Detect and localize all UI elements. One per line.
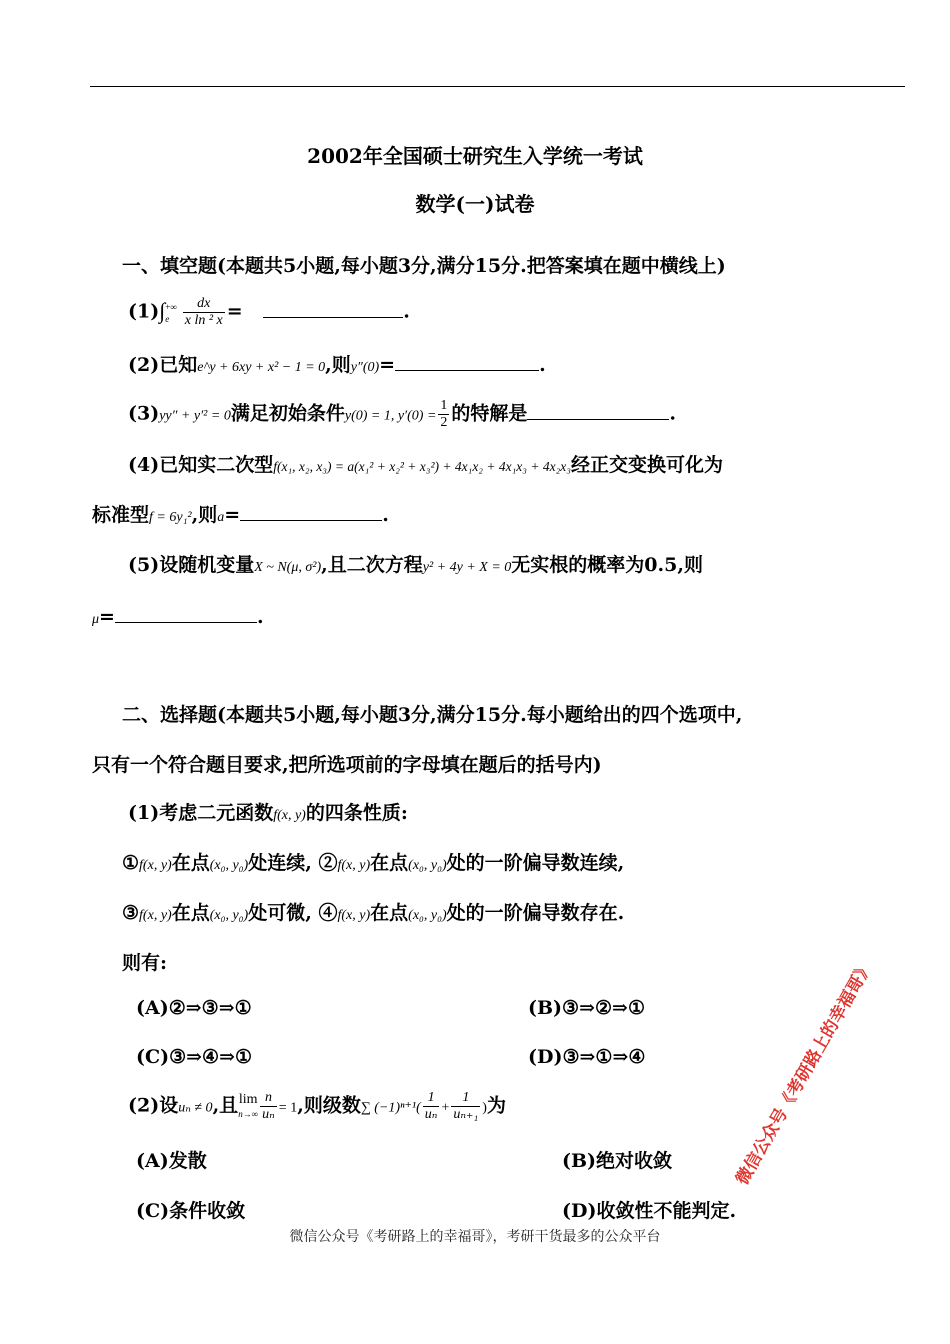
property-1-mark: ① bbox=[122, 852, 140, 874]
property-3-mark: ③ bbox=[122, 902, 140, 924]
question-2-2 bbox=[128, 1090, 506, 1123]
property-1-at: 在点 bbox=[171, 852, 210, 874]
s2q2-mid2: ,则级数 bbox=[297, 1094, 361, 1117]
limit-sub: n→∞ bbox=[238, 1108, 259, 1119]
q3-frac-den: 2 bbox=[440, 415, 448, 430]
property-3-point: (x₀, y₀) bbox=[209, 908, 249, 923]
q2-expr2: y″(0) bbox=[350, 360, 380, 375]
property-1-fxy: f(x, y) bbox=[139, 858, 172, 873]
question-1-5 bbox=[128, 550, 703, 577]
q5-expr2: y² + 4y + X = 0 bbox=[422, 560, 512, 575]
series-frac-1-num: 1 bbox=[423, 1090, 440, 1107]
q4-eq: = bbox=[224, 504, 241, 526]
property-1-tail: 处连续, bbox=[248, 852, 312, 874]
q3-fraction bbox=[438, 398, 449, 431]
q5-expr: X ~ N(μ, σ²) bbox=[254, 560, 322, 575]
series-sum: ∑ (−1)ⁿ⁺¹( bbox=[360, 1100, 421, 1116]
q2-1-option-c[interactable]: (C)③⇒④⇒① bbox=[136, 1046, 253, 1068]
q5-mid: ,且二次方程 bbox=[321, 554, 423, 576]
s2q2-mid: ,且 bbox=[212, 1094, 239, 1117]
s2q2-fraction bbox=[260, 1090, 277, 1123]
property-row-2 bbox=[122, 898, 624, 925]
q5-eq: = bbox=[99, 606, 115, 628]
q2-text: (2)已知 bbox=[128, 354, 198, 376]
q4-text: (4)已知实二次型 bbox=[128, 454, 274, 476]
s2q1-intro-post: 的四条性质: bbox=[305, 802, 408, 824]
limit-text: lim bbox=[238, 1091, 258, 1107]
q2-2-option-a[interactable]: (A)发散 bbox=[136, 1150, 207, 1172]
q1-numerator: dx bbox=[183, 296, 225, 313]
series-frac-2 bbox=[451, 1090, 480, 1123]
property-2-at: 在点 bbox=[370, 852, 409, 874]
property-row-1 bbox=[122, 848, 624, 875]
q1-end: . bbox=[403, 300, 410, 323]
series-frac-2-num: 1 bbox=[451, 1090, 480, 1107]
integral-sign: ∫ bbox=[159, 297, 166, 323]
property-4-point: (x₀, y₀) bbox=[408, 908, 447, 923]
q4-line2-text: 标准型 bbox=[92, 504, 150, 526]
q3-expr2: y(0) = 1, y′(0) = bbox=[344, 408, 437, 424]
top-rule bbox=[90, 86, 905, 87]
question-1-1 bbox=[128, 296, 410, 329]
q5-tail: 无实根的概率为0.5,则 bbox=[511, 554, 703, 576]
property-3-at: 在点 bbox=[171, 902, 210, 924]
s2q2-frac-den: uₙ bbox=[262, 1107, 275, 1122]
q2-eq: = bbox=[379, 354, 396, 376]
series-frac-1-den: uₙ bbox=[424, 1107, 438, 1122]
q2-2-option-d[interactable]: (D)收敛性不能判定. bbox=[562, 1200, 737, 1222]
question-2-1 bbox=[128, 798, 408, 825]
property-3-tail: 处可微, bbox=[248, 902, 312, 924]
answer-blank-5[interactable] bbox=[115, 604, 257, 623]
section2-heading-line2: 只有一个符合题目要求,把所选项前的字母填在题后的括号内) bbox=[92, 754, 602, 776]
q4-expr: f(x₁, x₂, x₃) = a(x₁² + x₂² + x₃²) + 4x₁x₂ + 4x₁x₃ + 4x₂x₃ bbox=[273, 459, 571, 474]
property-4-mark: ④ bbox=[318, 902, 338, 924]
q4-expr2: f = 6y₁² bbox=[149, 510, 192, 525]
q5-text: (5)设随机变量 bbox=[128, 554, 255, 576]
property-2-tail: 处的一阶偏导数连续, bbox=[446, 852, 625, 874]
q2-1-option-b[interactable]: (B)③⇒②⇒① bbox=[528, 997, 645, 1019]
q2-expr: e^y + 6xy + x² − 1 = 0 bbox=[197, 360, 326, 375]
q1-eq: = bbox=[226, 300, 243, 323]
q3-end: . bbox=[669, 402, 677, 425]
property-2-mark: ② bbox=[318, 852, 338, 874]
question-1-4-line2 bbox=[92, 500, 389, 527]
s2q2-eq1: = 1 bbox=[278, 1100, 298, 1116]
q3-expr: yy″ + y′² = 0 bbox=[159, 408, 231, 424]
q1-fraction bbox=[183, 296, 225, 329]
integral-upper: +∞ bbox=[165, 301, 177, 312]
series-plus: + bbox=[441, 1100, 450, 1116]
footer-text: 微信公众号《考研路上的幸福哥》，考研干货最多的公众平台 bbox=[289, 1229, 661, 1245]
s2q2-frac-num: n bbox=[260, 1090, 277, 1107]
series-frac-1 bbox=[423, 1090, 440, 1123]
series-frac-2-den: uₙ₊₁ bbox=[453, 1107, 479, 1122]
s2q2-tail: 为 bbox=[486, 1094, 506, 1117]
q3-mid: 满足初始条件 bbox=[230, 402, 345, 425]
q4-expr3: a bbox=[217, 510, 225, 525]
q2-2-option-b[interactable]: (B)绝对收敛 bbox=[562, 1150, 673, 1172]
q2-2-option-c[interactable]: (C)条件收敛 bbox=[136, 1200, 246, 1222]
s2q2-expr: uₙ ≠ 0 bbox=[178, 1100, 213, 1116]
s2q1-intro-pre: (1)考虑二元函数 bbox=[128, 802, 274, 824]
q4-end: . bbox=[382, 504, 389, 526]
q5-expr3: μ bbox=[92, 612, 100, 627]
q2-1-option-d[interactable]: (D)③⇒①⇒④ bbox=[528, 1046, 646, 1068]
watermark-stamp: 微信公众号《考研路上的幸福哥》 bbox=[732, 957, 878, 1189]
q1-num: (1) bbox=[128, 300, 160, 323]
q2-end: . bbox=[539, 354, 546, 376]
s2q2-text: (2)设 bbox=[128, 1094, 179, 1117]
property-1-point: (x₀, y₀) bbox=[209, 858, 249, 873]
property-3-fxy: f(x, y) bbox=[139, 908, 172, 923]
integral-lower: e bbox=[165, 313, 170, 324]
property-2-fxy: f(x, y) bbox=[337, 858, 371, 873]
property-4-fxy: f(x, y) bbox=[337, 908, 371, 923]
q4-tail: 经正交变换可化为 bbox=[570, 454, 723, 476]
q2-mid: ,则 bbox=[325, 354, 351, 376]
section1-heading: 一、填空题(本题共5小题,每小题3分,满分15分.把答案填在题中横线上) bbox=[122, 255, 726, 277]
q3-num: (3) bbox=[128, 402, 160, 425]
answer-blank-3[interactable] bbox=[527, 401, 669, 420]
answer-blank-1[interactable] bbox=[263, 299, 403, 318]
question-1-4 bbox=[128, 450, 723, 477]
q1-denominator: x ln ² x bbox=[184, 313, 223, 328]
answer-blank-2[interactable] bbox=[395, 352, 539, 371]
q5-end: . bbox=[256, 606, 264, 628]
q3-tail: 的特解是 bbox=[451, 402, 528, 425]
q2-1-option-a[interactable]: (A)②⇒③⇒① bbox=[136, 997, 252, 1019]
answer-blank-4[interactable] bbox=[240, 502, 382, 521]
section2-heading-line1: 二、选择题(本题共5小题,每小题3分,满分15分.每小题给出的四个选项中, bbox=[122, 704, 743, 726]
question-1-3 bbox=[128, 398, 676, 431]
property-4-tail: 处的一阶偏导数存在. bbox=[446, 902, 625, 924]
exam-subtitle: 数学(一)试卷 bbox=[415, 192, 535, 216]
series-close: ) bbox=[482, 1100, 487, 1116]
question-1-2 bbox=[128, 350, 546, 377]
q3-frac-num: 1 bbox=[440, 398, 448, 413]
question-1-5-line2 bbox=[92, 604, 264, 628]
exam-title: 2002年全国硕士研究生入学统一考试 bbox=[307, 144, 643, 168]
then-label: 则有: bbox=[122, 952, 168, 974]
property-4-at: 在点 bbox=[370, 902, 409, 924]
property-2-point: (x₀, y₀) bbox=[408, 858, 447, 873]
s2q1-fxy: f(x, y) bbox=[273, 808, 306, 823]
q4-mid: ,则 bbox=[191, 504, 218, 526]
